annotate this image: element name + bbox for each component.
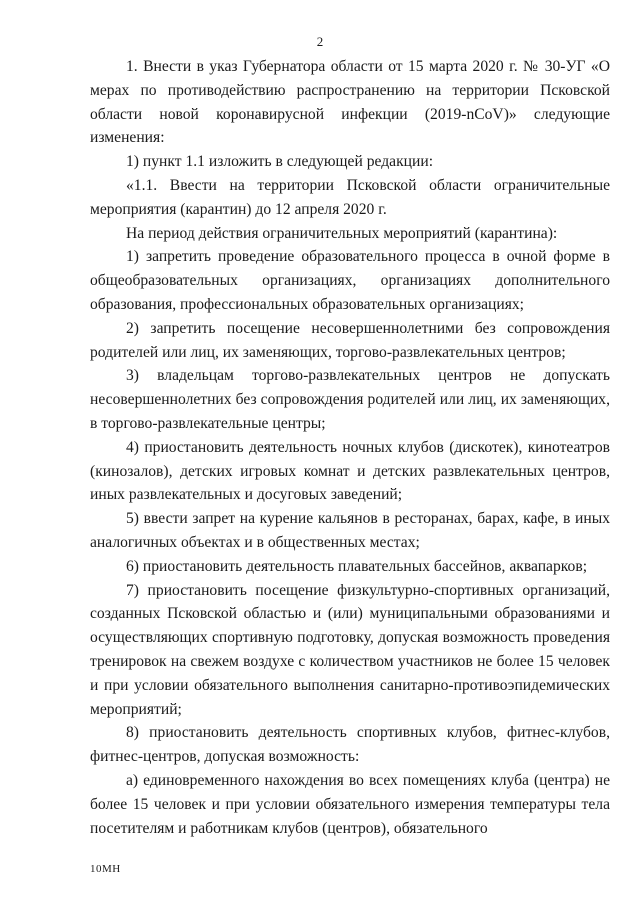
document-body (90, 55, 610, 840)
paragraph-item-1-1-edit: 1) пункт 1.1 изложить в следующей редакции: (126, 153, 434, 171)
page-number: 2 (316, 34, 324, 49)
list-item-8: 8) приостановить деятельность спортивных клубов, фитнес-клубов, фитнес-центров, допуская возможность: (90, 724, 610, 766)
sub-item-a: а) единовременного нахождения во всех помещениях клуба (центра) не более 15 человек и при условии обязательного измерения температуры тела посетителям и работникам клубов (центров), обязательного (90, 771, 610, 837)
list-item-5: 5) ввести запрет на курение кальянов в ресторанах, барах, кафе, в иных аналогичных объектах и в общественных местах; (90, 510, 610, 551)
list-item-7: 7) приостановить посещение физкультурно-спортивных организаций, созданных Псковской областью и (или) муниципальными образованиями и осуществляющих спортивную подготовку, допуская возможность проведения тренировок на свежем воздухе с количеством участников не более 15 человек и при условии обязательного выполнения санитарно-противоэпидемических мероприятий; (90, 581, 610, 718)
list-item-3: 3) владельцам торгово-развлекательных центров не допускать несовершеннолетних без сопровождения родителей или лиц, их заменяющих, в торгово-развлекательные центры; (90, 367, 610, 432)
list-item-1: 1) запретить проведение образовательного процесса в очной форме в общеобразовательных организациях, организациях дополнительного образования, профессиональных образовательных организациях; (90, 248, 610, 313)
list-item-6: 6) приостановить деятельность плавательных бассейнов, аквапарков; (126, 557, 588, 575)
list-item-2: 2) запретить посещение несовершеннолетними без сопровождения родителей или лиц, их заменяющих, торгово-развлекательных центров; (90, 319, 610, 361)
list-item-4: 4) приостановить деятельность ночных клубов (дискотек), кинотеатров (кинозалов), детских игровых комнат и детских развлекательных центров, иных развлекательных и досуговых заведений; (90, 438, 610, 504)
document-code: 10МН (90, 863, 121, 875)
paragraph-amendment-intro: 1. Внести в указ Губернатора области от 15 марта 2020 г. № 30-УГ «О мерах по противодействию распространению на территории Псковской области новой коронавирусной инфекции (2019-nCoV)» следующие изменения: (90, 58, 610, 147)
paragraph-restrictions-intro: На период действия ограничительных мероприятий (карантина): (126, 224, 558, 242)
paragraph-quarantine-period: «1.1. Ввести на территории Псковской области ограничительные мероприятия (карантин) до 12 апреля 2020 г. (90, 176, 610, 218)
